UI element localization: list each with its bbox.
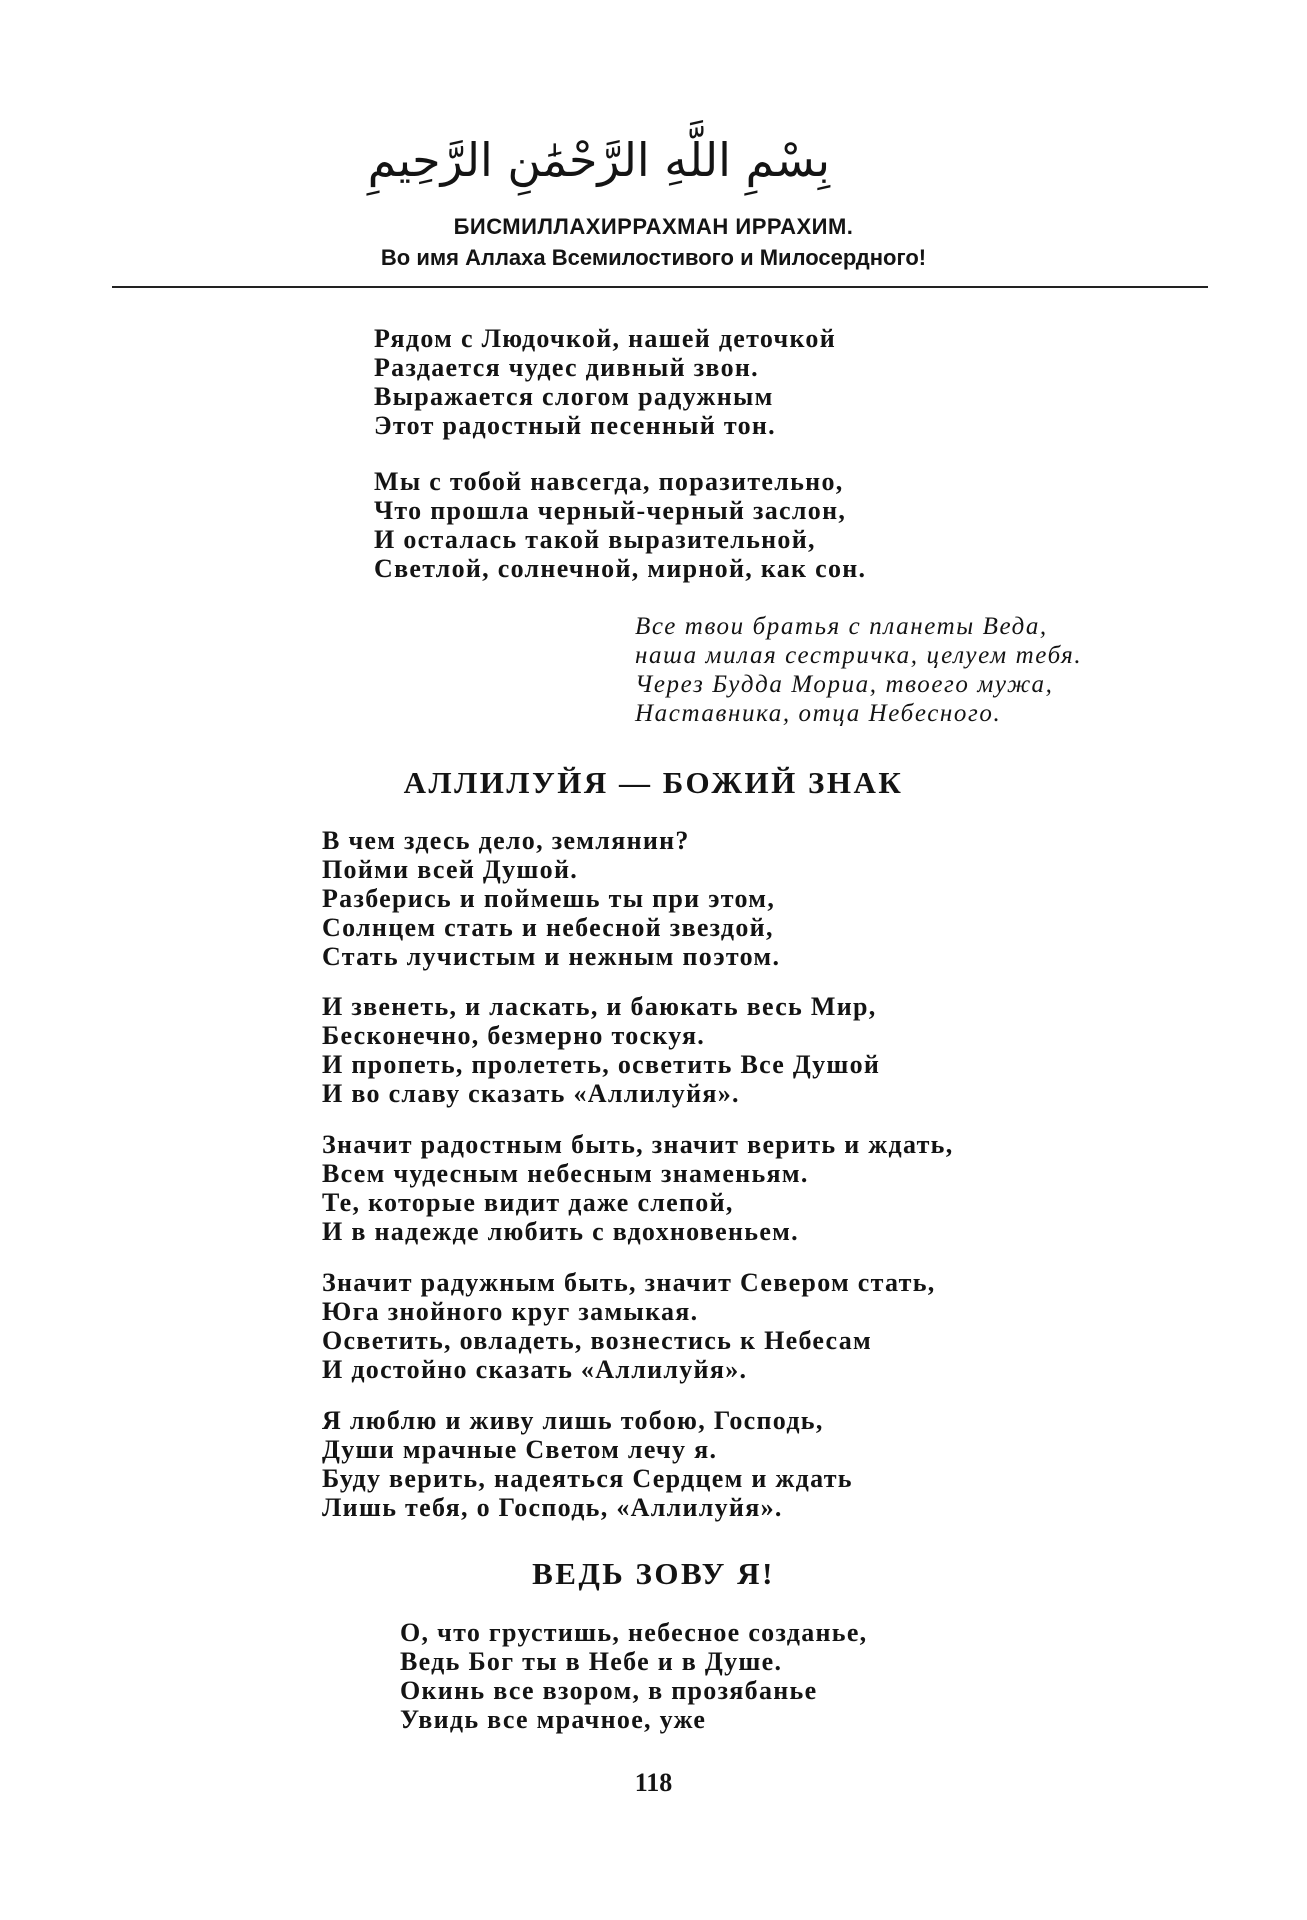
dedication-line: Все твои братья с планеты Веда, xyxy=(635,613,1048,640)
verse-line: В чем здесь дело, землянин? xyxy=(322,826,690,855)
poem2-stanza-4 xyxy=(322,1268,936,1384)
verse-line: И пропеть, пролететь, осветить Все Душой xyxy=(322,1050,881,1079)
poem2-stanza-3 xyxy=(322,1130,954,1246)
verse-line: И в надежде любить с вдохновеньем. xyxy=(322,1217,799,1246)
poem1-stanza-1 xyxy=(374,324,836,440)
verse-line: О, что грустишь, небесное созданье, xyxy=(400,1618,868,1647)
verse-line: Выражается слогом радужным xyxy=(374,382,774,411)
basmala-calligraphy: بِسْمِ اللَّهِ الرَّحْمَٰنِ الرَّحِيمِ xyxy=(367,133,830,187)
verse-line: Юга знойного круг замыкая. xyxy=(322,1297,699,1326)
verse-line: Бесконечно, безмерно тоскуя. xyxy=(322,1021,706,1050)
poem1-stanza-2 xyxy=(374,467,866,583)
verse-line: Мы с тобой навсегда, поразительно, xyxy=(374,467,844,496)
dedication-line: Наставника, отца Небесного. xyxy=(635,700,1002,727)
basmala-translation: Во имя Аллаха Всемилостивого и Милосердного! xyxy=(380,245,927,270)
basmala-transliteration: БИСМИЛЛАХИРРАХМАН ИРРАХИМ. xyxy=(453,214,854,239)
poem3-title: ВЕДЬ ЗОВУ Я! xyxy=(532,1556,775,1591)
poem2-title: АЛЛИЛУЙЯ — БОЖИЙ ЗНАК xyxy=(403,765,904,800)
header-divider xyxy=(112,286,1208,288)
poem2-stanza-5 xyxy=(322,1406,853,1522)
verse-line: И достойно сказать «Аллилуйя». xyxy=(322,1355,748,1384)
verse-line: Разберись и поймешь ты при этом, xyxy=(322,884,776,913)
verse-line: Что прошла черный-черный заслон, xyxy=(374,496,847,525)
verse-line: Светлой, солнечной, мирной, как сон. xyxy=(374,554,867,583)
verse-line: Пойми всей Душой. xyxy=(322,855,579,884)
verse-line: Буду верить, надеяться Сердцем и ждать xyxy=(322,1464,853,1493)
poem3-stanza-1 xyxy=(400,1618,867,1734)
verse-line: Я люблю и живу лишь тобою, Господь, xyxy=(322,1406,824,1435)
verse-line: Осветить, овладеть, вознестись к Небесам xyxy=(322,1326,873,1355)
verse-line: Ведь Бог ты в Небе и в Душе. xyxy=(400,1647,783,1676)
verse-line: Души мрачные Светом лечу я. xyxy=(322,1435,718,1464)
dedication-line: Через Будда Мориа, твоего мужа, xyxy=(635,671,1054,698)
verse-line: Значит радостным быть, значит верить и ждать, xyxy=(322,1130,954,1159)
verse-line: Значит радужным быть, значит Севером стать, xyxy=(322,1268,936,1297)
poem1-dedication xyxy=(635,612,1082,728)
verse-line: Солнцем стать и небесной звездой, xyxy=(322,913,774,942)
verse-line: Лишь тебя, о Господь, «Аллилуйя». xyxy=(322,1493,783,1522)
verse-line: Всем чудесным небесным знаменьям. xyxy=(322,1159,809,1188)
poem2-stanza-2 xyxy=(322,992,880,1108)
verse-line: Раздается чудес дивный звон. xyxy=(374,353,759,382)
verse-line: Стать лучистым и нежным поэтом. xyxy=(322,942,781,971)
poem2-stanza-1 xyxy=(322,826,780,971)
page-number: 118 xyxy=(634,1768,673,1797)
verse-line: Те, которые видит даже слепой, xyxy=(322,1188,734,1217)
verse-line: Этот радостный песенный тон. xyxy=(374,411,776,440)
verse-line: Рядом с Людочкой, нашей деточкой xyxy=(374,324,836,353)
verse-line: И осталась такой выразительной, xyxy=(374,525,816,554)
verse-line: И звенеть, и ласкать, и баюкать весь Мир, xyxy=(322,992,877,1021)
dedication-line: наша милая сестричка, целуем тебя. xyxy=(635,642,1083,669)
verse-line: И во славу сказать «Аллилуйя». xyxy=(322,1079,740,1108)
verse-line: Окинь все взором, в прозябанье xyxy=(400,1676,818,1705)
verse-line: Увидь все мрачное, уже xyxy=(400,1705,707,1734)
